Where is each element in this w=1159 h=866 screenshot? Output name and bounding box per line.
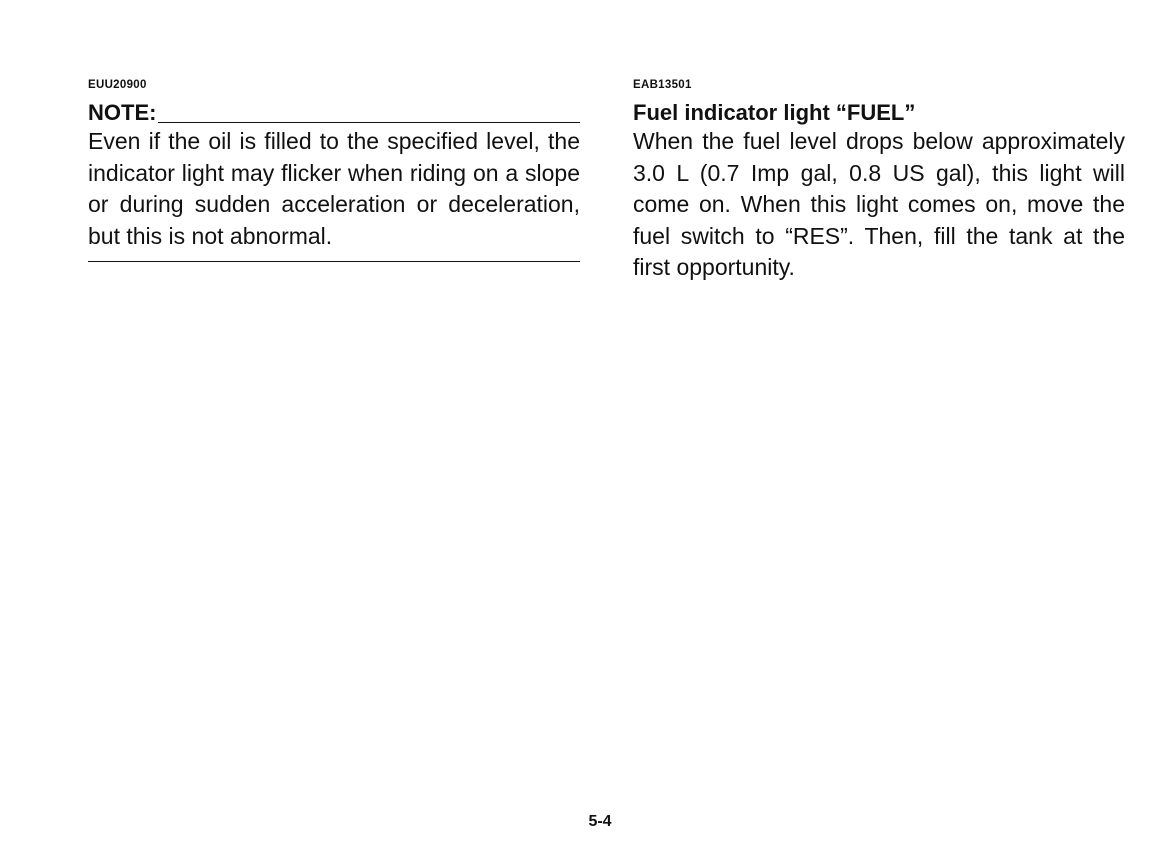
note-label: NOTE: <box>88 100 157 125</box>
right-column <box>633 78 1125 284</box>
section-body: When the fuel level drops below approximately 3.0 L (0.7 Imp gal, 0.8 US gal), this light will come on. When this light comes on, move the fuel switch to “RES”. Then, fill the tank at the first opportunity. <box>633 128 1125 280</box>
note-text: Even if the oil is filled to the specified level, the indicator light may flicker when riding on a slope or during sudden acceleration or deceleration, but this is not abnormal. <box>88 128 580 249</box>
section-code: EUU20900 <box>88 79 147 91</box>
section-title: Fuel indicator light “FUEL” <box>633 100 916 125</box>
note-top-rule <box>158 122 580 123</box>
note-heading <box>88 100 580 126</box>
section-code: EAB13501 <box>633 79 692 91</box>
page-number: 5-4 <box>588 813 612 830</box>
note-box <box>88 126 580 262</box>
left-column <box>88 78 580 262</box>
